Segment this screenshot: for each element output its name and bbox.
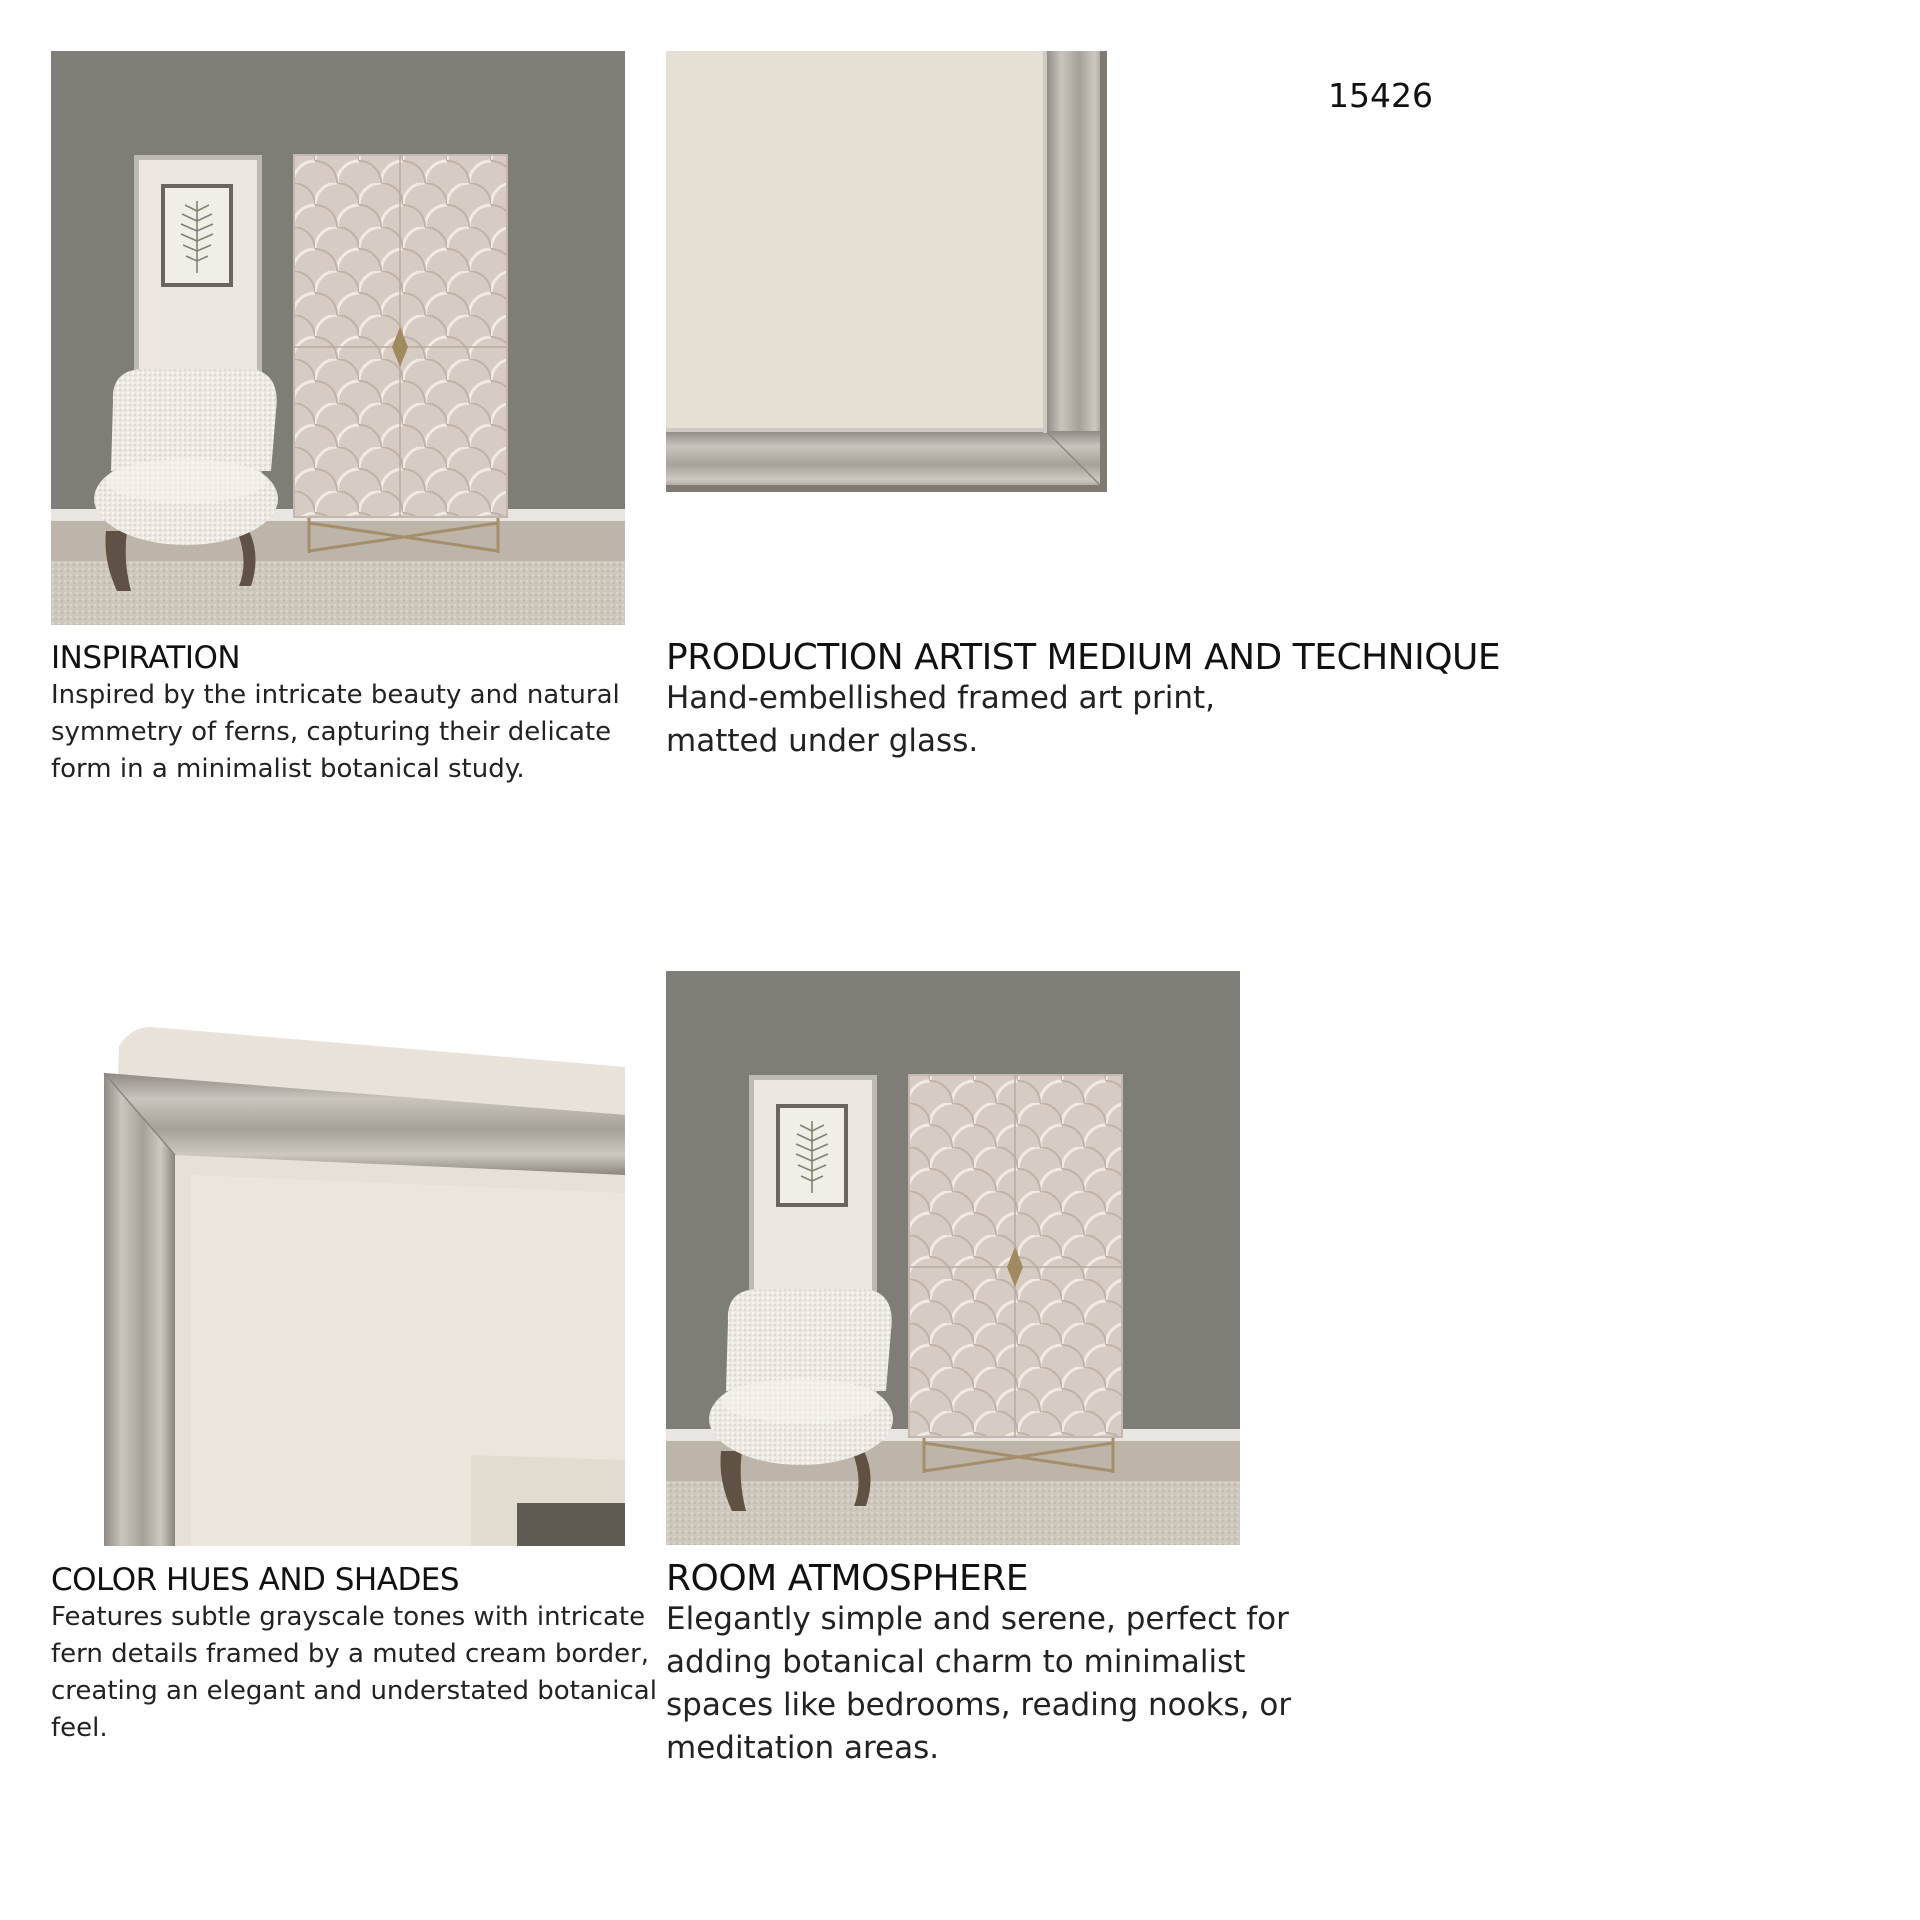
frame-corner-photo	[666, 51, 1107, 492]
color-title: COLOR HUES AND SHADES	[51, 1562, 460, 1598]
production-line: Hand-embellished framed art print,	[666, 680, 1215, 716]
inspiration-line: form in a minimalist botanical study.	[51, 754, 525, 784]
room-line: adding botanical charm to minimalist	[666, 1644, 1246, 1680]
inspiration-description	[51, 677, 620, 788]
room-atmosphere-photo	[666, 971, 1240, 1545]
room-line: spaces like bedrooms, reading nooks, or	[666, 1687, 1292, 1723]
production-title: PRODUCTION ARTIST MEDIUM AND TECHNIQUE	[666, 637, 1501, 678]
inspiration-room-photo	[51, 51, 625, 625]
color-description	[51, 1599, 657, 1747]
color-line: feel.	[51, 1713, 108, 1743]
room-line: Elegantly simple and serene, perfect for	[666, 1601, 1289, 1637]
color-frame-photo	[51, 1025, 625, 1546]
inspiration-title: INSPIRATION	[51, 640, 241, 676]
inspiration-line: symmetry of ferns, capturing their delicate	[51, 717, 612, 747]
production-description	[666, 677, 1215, 763]
room-description	[666, 1598, 1291, 1770]
room-title: ROOM ATMOSPHERE	[666, 1558, 1029, 1599]
color-line: creating an elegant and understated botanical	[51, 1676, 657, 1706]
room-line: meditation areas.	[666, 1730, 940, 1766]
color-line: Features subtle grayscale tones with intricate	[51, 1602, 646, 1632]
color-line: fern details framed by a muted cream border,	[51, 1639, 650, 1669]
product-sku: 15426	[1328, 76, 1433, 115]
inspiration-line: Inspired by the intricate beauty and natural	[51, 680, 620, 710]
production-line: matted under glass.	[666, 723, 979, 759]
